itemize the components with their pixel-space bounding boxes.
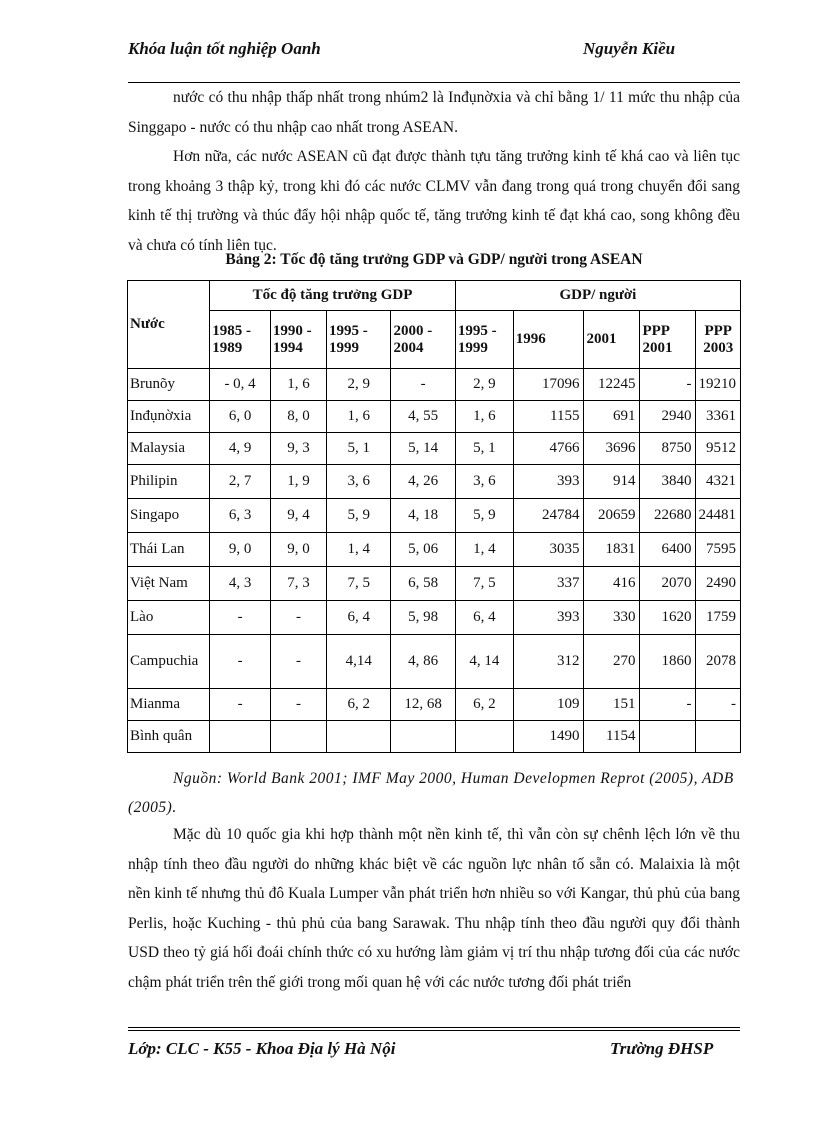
value-cell: 5, 14	[391, 433, 455, 465]
header-right: Nguyễn Kiều	[583, 39, 676, 58]
value-cell: -	[270, 601, 326, 635]
value-cell: -	[640, 689, 696, 721]
value-cell	[327, 721, 391, 753]
value-cell	[696, 721, 741, 753]
value-cell: 4, 26	[391, 465, 455, 499]
table-row	[128, 499, 741, 533]
value-cell: 330	[584, 601, 640, 635]
table-row	[128, 401, 741, 433]
header-left: Khóa luận tốt nghiệp Oanh	[128, 39, 321, 58]
value-cell: 4, 55	[391, 401, 455, 433]
value-cell: 4321	[696, 465, 741, 499]
value-cell: 6, 4	[455, 601, 513, 635]
top-paragraphs	[128, 83, 740, 260]
country-cell: Thái Lan	[128, 533, 210, 567]
value-cell: 3361	[696, 401, 741, 433]
value-cell: 914	[584, 465, 640, 499]
table-row	[128, 721, 741, 753]
country-cell: Philipin	[128, 465, 210, 499]
value-cell: 7595	[696, 533, 741, 567]
value-cell: 8750	[640, 433, 696, 465]
country-cell: Singapo	[128, 499, 210, 533]
value-cell: 12245	[584, 369, 640, 401]
table-row	[128, 567, 741, 601]
country-cell: Mianma	[128, 689, 210, 721]
value-cell: 2, 7	[210, 465, 271, 499]
country-cell: Lào	[128, 601, 210, 635]
paragraph-1: nước có thu nhập thấp nhất trong nhúm2 là Inđụnờxia và chỉ bằng 1/ 11 mức thu nhập của Singgapo - nước có thu nhập cao nhất trong ASEAN.	[128, 89, 740, 136]
header-country: Nước	[128, 281, 210, 369]
value-cell: 1490	[513, 721, 584, 753]
value-cell: 3, 6	[455, 465, 513, 499]
value-cell: 3840	[640, 465, 696, 499]
value-cell: 691	[584, 401, 640, 433]
value-cell: 1, 6	[327, 401, 391, 433]
footer-right: Trường ĐHSP	[610, 1039, 714, 1058]
paragraph-3: Mặc dù 10 quốc gia khi hợp thành một nền kinh tế, thì vẫn còn sự chênh lệch lớn về thu nhập tính theo đầu người do những khác biệt về các nguồn lực nhân tố sẵn có. Malaixia là một nền kinh tế nhưng thủ đô Kuala Lumper vẫn phát triển hơn nhiều so với Kangar, thủ phủ của bang Perlis, hoặc Kuching - thủ phủ của bang Sarawak. Thu nhập tính theo đầu người quy đổi thành USD theo tỷ giá hối đoái chính thức có xu hướng làm giảm vị trí thu nhập tương đối của các nước chậm phát triển trên thế giới trong mối quan hệ với các nước tương đối phát triển	[128, 826, 740, 991]
header-growth: Tốc độ tăng trưởng GDP	[210, 281, 456, 311]
value-cell: 17096	[513, 369, 584, 401]
value-cell: 8, 0	[270, 401, 326, 433]
value-cell: -	[210, 689, 271, 721]
value-cell: 1860	[640, 635, 696, 689]
value-cell: 5, 06	[391, 533, 455, 567]
country-cell: Brunõy	[128, 369, 210, 401]
value-cell: 6400	[640, 533, 696, 567]
subheader: 1990 - 1994	[270, 311, 326, 369]
value-cell: 1, 9	[270, 465, 326, 499]
country-cell: Malaysia	[128, 433, 210, 465]
header-gdp-per-capita: GDP/ người	[455, 281, 740, 311]
value-cell: 19210	[696, 369, 741, 401]
value-cell: 6, 2	[327, 689, 391, 721]
subheader: 1996	[513, 311, 584, 369]
value-cell: 4, 18	[391, 499, 455, 533]
value-cell: 1, 6	[455, 401, 513, 433]
value-cell: 2070	[640, 567, 696, 601]
value-cell: 270	[584, 635, 640, 689]
value-cell	[640, 721, 696, 753]
value-cell: 9512	[696, 433, 741, 465]
value-cell: 6, 58	[391, 567, 455, 601]
value-cell	[391, 721, 455, 753]
value-cell	[270, 721, 326, 753]
value-cell: 1, 6	[270, 369, 326, 401]
value-cell: 9, 0	[270, 533, 326, 567]
country-cell: Inđụnờxia	[128, 401, 210, 433]
value-cell: 3, 6	[327, 465, 391, 499]
value-cell: 7, 5	[455, 567, 513, 601]
value-cell: -	[391, 369, 455, 401]
value-cell: 9, 0	[210, 533, 271, 567]
subheader: 1995 - 1999	[455, 311, 513, 369]
value-cell: 393	[513, 465, 584, 499]
subheader: PPP 2003	[696, 311, 741, 369]
value-cell: 24481	[696, 499, 741, 533]
value-cell: -	[640, 369, 696, 401]
paragraph-2: Hơn nữa, các nước ASEAN cũ đạt được thành tựu tăng trưởng kinh tế khá cao và liên tục trong khoảng 3 thập kỷ, trong khi đó các nước CLMV vẫn đang trong quá trong chuyển đổi sang kinh tế thị trường và thúc đẩy hội nhập quốc tế, tăng trưởng kinh tế đạt khá cao, song không đều và chưa có tính liên tục.	[128, 148, 740, 254]
table-row	[128, 465, 741, 499]
value-cell: -	[270, 689, 326, 721]
value-cell: 4, 9	[210, 433, 271, 465]
value-cell: 312	[513, 635, 584, 689]
value-cell: -	[270, 635, 326, 689]
source-note: Nguồn: World Bank 2001; IMF May 2000, Human Developmen Reprot (2005), ADB (2005).	[128, 770, 734, 816]
subheader: PPP 2001	[640, 311, 696, 369]
value-cell: 337	[513, 567, 584, 601]
value-cell: 6, 4	[327, 601, 391, 635]
bottom-paragraph-block	[128, 820, 740, 997]
value-cell: -	[210, 601, 271, 635]
value-cell: -	[210, 635, 271, 689]
table-row	[128, 689, 741, 721]
value-cell: 1154	[584, 721, 640, 753]
value-cell: 1620	[640, 601, 696, 635]
value-cell: 22680	[640, 499, 696, 533]
value-cell: 151	[584, 689, 640, 721]
value-cell: 12, 68	[391, 689, 455, 721]
value-cell: 4766	[513, 433, 584, 465]
country-cell: Campuchia	[128, 635, 210, 689]
value-cell: 24784	[513, 499, 584, 533]
value-cell: 20659	[584, 499, 640, 533]
table-row	[128, 369, 741, 401]
value-cell: 1759	[696, 601, 741, 635]
value-cell: 3696	[584, 433, 640, 465]
value-cell: 5, 1	[327, 433, 391, 465]
value-cell: 2940	[640, 401, 696, 433]
value-cell: 4, 86	[391, 635, 455, 689]
table-body	[128, 369, 741, 753]
subheader: 2001	[584, 311, 640, 369]
value-cell: 6, 3	[210, 499, 271, 533]
footer-left: Lớp: CLC - K55 - Khoa Địa lý Hà Nội	[128, 1039, 396, 1058]
value-cell: 5, 98	[391, 601, 455, 635]
value-cell: 9, 3	[270, 433, 326, 465]
value-cell: 7, 3	[270, 567, 326, 601]
value-cell: 4, 14	[455, 635, 513, 689]
value-cell: 1, 4	[455, 533, 513, 567]
gdp-table	[127, 280, 741, 753]
page-header	[128, 38, 740, 82]
value-cell: - 0, 4	[210, 369, 271, 401]
subheader: 2000 - 2004	[391, 311, 455, 369]
table-row	[128, 601, 741, 635]
value-cell: 5, 9	[327, 499, 391, 533]
value-cell: 3035	[513, 533, 584, 567]
footer-rule	[128, 1027, 740, 1031]
subheader: 1985 - 1989	[210, 311, 271, 369]
value-cell: 2, 9	[455, 369, 513, 401]
value-cell: 6, 2	[455, 689, 513, 721]
value-cell: 4, 3	[210, 567, 271, 601]
table-row	[128, 433, 741, 465]
table-row	[128, 635, 741, 689]
value-cell: 4,14	[327, 635, 391, 689]
value-cell: 416	[584, 567, 640, 601]
value-cell: 2078	[696, 635, 741, 689]
value-cell: 2, 9	[327, 369, 391, 401]
value-cell: -	[696, 689, 741, 721]
value-cell: 5, 1	[455, 433, 513, 465]
country-cell: Việt Nam	[128, 567, 210, 601]
value-cell: 1155	[513, 401, 584, 433]
value-cell: 7, 5	[327, 567, 391, 601]
value-cell: 9, 4	[270, 499, 326, 533]
value-cell: 2490	[696, 567, 741, 601]
value-cell: 5, 9	[455, 499, 513, 533]
table-caption: Bảng 2: Tốc độ tăng trưởng GDP và GDP/ người trong ASEAN	[225, 251, 643, 268]
country-cell: Bình quân	[128, 721, 210, 753]
value-cell: 6, 0	[210, 401, 271, 433]
value-cell: 109	[513, 689, 584, 721]
value-cell: 1, 4	[327, 533, 391, 567]
value-cell	[455, 721, 513, 753]
value-cell: 393	[513, 601, 584, 635]
value-cell: 1831	[584, 533, 640, 567]
subheader: 1995 - 1999	[327, 311, 391, 369]
table-row	[128, 533, 741, 567]
value-cell	[210, 721, 271, 753]
